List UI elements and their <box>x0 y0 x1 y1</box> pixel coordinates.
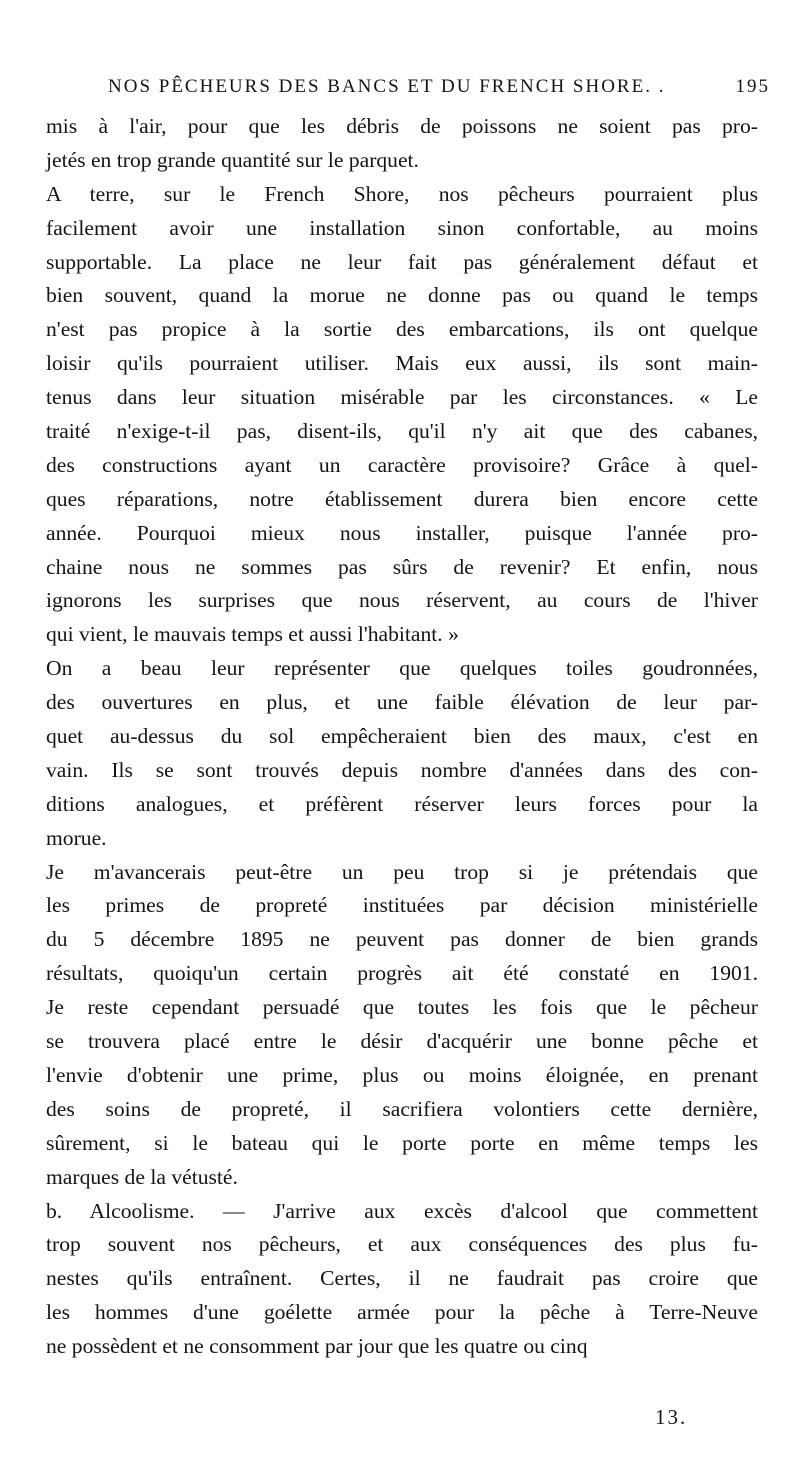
text-line: mis à l'air, pour que les débris de poissons ne soient pas pro- <box>46 114 758 138</box>
text-line: les hommes d'une goélette armée pour la pêche à Terre-Neuve <box>46 1300 758 1325</box>
text-line: morue. <box>46 825 107 850</box>
text-line: b. Alcoolisme. — J'arrive aux excès d'alcool que commettent <box>46 1198 758 1223</box>
text-line: ignorons les surprises que nous réservent, au cours de l'hiver <box>46 588 758 613</box>
text-line: se trouvera placé entre le désir d'acquérir une bonne pêche et <box>46 1029 758 1054</box>
text-line: ques réparations, notre établissement durera bien encore cette <box>46 486 758 511</box>
text-line: ne possèdent et ne consomment par jour que les quatre ou cinq <box>46 1334 588 1359</box>
text-line: qui vient, le mauvais temps et aussi l'habitant. » <box>46 622 459 647</box>
paragraph <box>46 1195 758 1364</box>
text-line: Je m'avancerais peut-être un peu trop si je prétendais que <box>46 859 758 884</box>
text-line: A terre, sur le French Shore, nos pêcheurs pourraient plus <box>46 181 758 206</box>
running-title: NOS PÊCHEURS DES BANCS ET DU FRENCH SHORE. . <box>108 76 666 97</box>
text-line: nestes qu'ils entraînent. Certes, il ne faudrait pas croire que <box>46 1266 758 1291</box>
page-number: 195 <box>735 76 770 97</box>
text-line: On a beau leur représenter que quelques toiles goudronnées, <box>46 656 758 681</box>
text-line: année. Pourquoi mieux nous installer, puisque l'année pro- <box>46 520 758 545</box>
text-line: ditions analogues, et préfèrent réserver leurs forces pour la <box>46 791 758 816</box>
text-line: des soins de propreté, il sacrifiera volontiers cette dernière, <box>46 1096 758 1121</box>
paragraph <box>46 856 758 1195</box>
text-line: trop souvent nos pêcheurs, et aux conséquences des plus fu- <box>46 1232 758 1257</box>
text-line: traité n'exige-t-il pas, disent-ils, qu'il n'y ait que des cabanes, <box>46 419 758 444</box>
text-line: sûrement, si le bateau qui le porte porte en même temps les <box>46 1130 758 1155</box>
page-header <box>88 76 770 106</box>
text-line: Je reste cependant persuadé que toutes les fois que le pêcheur <box>46 995 758 1020</box>
text-line: facilement avoir une installation sinon confortable, au moins <box>46 215 758 240</box>
text-line: les primes de propreté instituées par décision ministérielle <box>46 893 758 918</box>
text-line: des constructions ayant un caractère provisoire? Grâce à quel- <box>46 452 758 477</box>
text-line: du 5 décembre 1895 ne peuvent pas donner de bien grands <box>46 927 758 952</box>
paragraph <box>46 178 758 652</box>
paragraph <box>46 110 758 178</box>
text-line: jetés en trop grande quantité sur le parquet. <box>46 147 419 172</box>
text-line: marques de la vétusté. <box>46 1164 238 1189</box>
text-line: bien souvent, quand la morue ne donne pas ou quand le temps <box>46 283 758 308</box>
signature-mark: 13. <box>655 1405 688 1429</box>
text-line: tenus dans leur situation misérable par les circonstances. « Le <box>46 385 758 410</box>
text-line: chaine nous ne sommes pas sûrs de revenir? Et enfin, nous <box>46 554 758 579</box>
text-line: vain. Ils se sont trouvés depuis nombre d'années dans des con- <box>46 757 758 782</box>
text-line: l'envie d'obtenir une prime, plus ou moins éloignée, en prenant <box>46 1062 758 1087</box>
text-line: des ouvertures en plus, et une faible élévation de leur par- <box>46 690 758 715</box>
body-text <box>46 110 758 1364</box>
text-line: résultats, quoiqu'un certain progrès ait été constaté en 1901. <box>46 961 758 986</box>
text-line: loisir qu'ils pourraient utiliser. Mais eux aussi, ils sont main- <box>46 351 758 376</box>
text-line: quet au-dessus du sol empêcheraient bien des maux, c'est en <box>46 724 758 749</box>
paragraph <box>46 652 758 855</box>
text-line: supportable. La place ne leur fait pas généralement défaut et <box>46 249 758 274</box>
text-line: n'est pas propice à la sortie des embarcations, ils ont quelque <box>46 317 758 342</box>
